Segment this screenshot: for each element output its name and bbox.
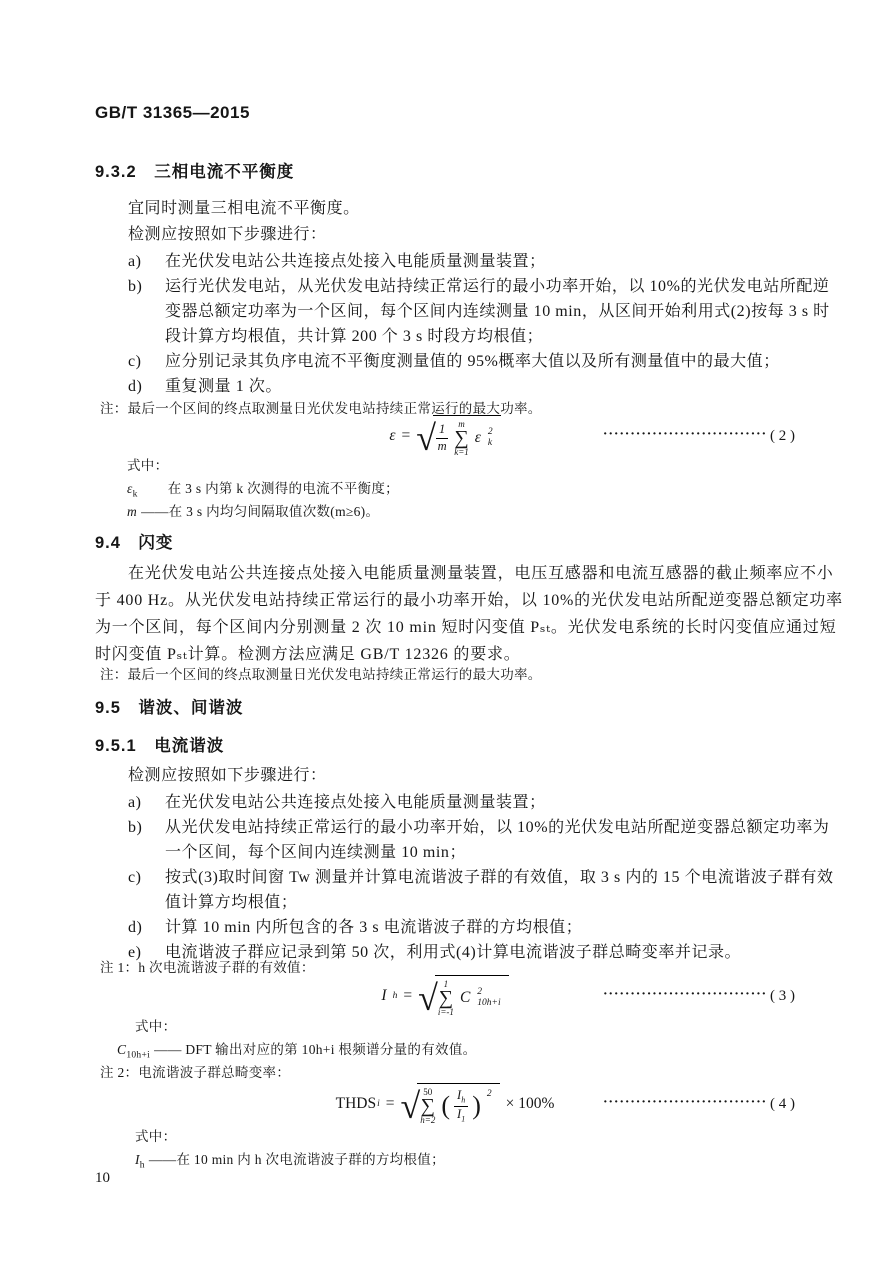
dot-leader: ······························ [602, 987, 768, 1002]
note: 注：最后一个区间的终点取测量日光伏发电站持续正常运行的最大功率。 [100, 401, 542, 416]
dot-leader: ······························ [602, 427, 767, 442]
note-1: 注 1：h 次电流谐波子群的有效值： [100, 960, 315, 975]
term-supsub [477, 987, 500, 1009]
list-label: b) [128, 278, 143, 295]
summation [438, 980, 454, 1017]
list-text: 在光伏发电站公共连接点处接入电能质量测量装置； [165, 253, 546, 270]
list-item-b [128, 274, 830, 349]
equation-4 [95, 1078, 795, 1130]
list-item-c [128, 865, 834, 915]
sum-lower: k=1 [454, 446, 469, 457]
term-sup: 2 [487, 427, 493, 438]
sum-upper: 50 [423, 1086, 433, 1097]
list-text: 段计算方均根值，共计算 200 个 3 s 时段方均根值； [165, 328, 544, 345]
frac-den-base: I [457, 1106, 462, 1121]
sigma-symbol: ∑ [438, 986, 454, 1009]
eq4-lhs-sub: i [377, 1099, 380, 1109]
equals-sign: = [403, 987, 413, 1004]
sqrt-radical [418, 975, 509, 1018]
section-9-4-heading: 9.4 闪变 [95, 534, 174, 552]
paragraph-9-4 [95, 560, 843, 668]
list-label: c) [128, 869, 142, 886]
radical-sign: √ [418, 977, 438, 1018]
list-text: 一个区间，每个区间内连续测量 10 min； [165, 844, 466, 861]
list-item-d [128, 374, 795, 399]
paren-open: ( [441, 1091, 451, 1120]
frac-num-sub: h [461, 1095, 466, 1105]
equation-3-body [381, 975, 508, 1018]
sqrt-radical [401, 1083, 500, 1126]
symbol-m: m [127, 504, 138, 519]
equation-number: ( 2 ) [770, 427, 795, 444]
list-item-a [128, 249, 795, 274]
standard-number: GB/T 31365—2015 [95, 103, 250, 122]
symbol-epsilon: ε [127, 481, 133, 496]
term-supsub [488, 427, 493, 449]
sum-lower: h=2 [420, 1114, 436, 1125]
list-item-b [128, 815, 830, 865]
note-2: 注 2：电流谐波子群总畸变率： [100, 1065, 291, 1080]
list-text: 在光伏发电站公共连接点处接入电能质量测量装置； [165, 794, 546, 811]
radical-sign: √ [416, 417, 436, 458]
paragraph: 检测应按照如下步骤进行： [128, 767, 327, 784]
term-base: C [459, 989, 471, 1006]
definition-text: 在 3 s 内第 k 次测得的电流不平衡度； [167, 481, 399, 496]
paragraph-line: 为一个区间，每个区间内分别测量 2 次 10 min 短时闪变值 Pₛₜ。光伏发电系统的长时闪变值应通过短 [95, 619, 837, 636]
frac-num: 1 [436, 423, 448, 438]
where-label: 式中： [127, 458, 169, 473]
definition-text: —— DFT 输出对应的第 10h+i 根频谱分量的有效值。 [154, 1042, 477, 1057]
definition-text: ——在 3 s 内均匀间隔取值次数(m≥6)。 [141, 504, 380, 519]
symbol-C: C [117, 1042, 127, 1057]
eq2-lhs: ε [389, 427, 396, 444]
frac-den: m [437, 438, 447, 453]
paren-close: ) [472, 1091, 481, 1120]
symbol-definition [127, 501, 379, 523]
symbol-I: I [135, 1152, 140, 1167]
equation-number: ( 4 ) [770, 1095, 796, 1112]
times-100-percent: × 100% [505, 1095, 555, 1112]
list-item-a [128, 790, 795, 815]
list-text: 重复测量 1 次。 [165, 378, 282, 395]
summation [454, 420, 469, 457]
sum-upper: 1 [443, 978, 449, 989]
section-9-5-1-heading: 9.5.1 电流谐波 [95, 737, 225, 755]
sum-lower: i=-1 [437, 1006, 454, 1017]
equals-sign: = [385, 1095, 395, 1112]
equation-3 [95, 973, 795, 1019]
list-text: 电流谐波子群应记录到第 50 次，利用式(4)计算电流谐波子群总畸变率并记录。 [165, 944, 742, 961]
paragraph: 检测应按照如下步骤进行： [128, 226, 327, 243]
where-label: 式中： [135, 1129, 177, 1144]
section-9-3-2-heading: 9.3.2 三相电流不平衡度 [95, 163, 295, 181]
symbol-sub: 10h+i [126, 1050, 151, 1061]
definition-text: ——在 10 min 内 h 次电流谐波子群的方均根值； [148, 1152, 445, 1167]
fraction-1-over-m [436, 423, 448, 452]
list-text: 按式(3)取时间窗 Tw 测量并计算电流谐波子群的有效值，取 3 s 内的 15 个电流谐波子群有效 [165, 869, 834, 886]
sum-upper: m [458, 418, 465, 429]
eq3-lhs-sub: h [392, 991, 398, 1001]
term-base: ε [474, 429, 481, 446]
step-list-9-5-1 [128, 790, 834, 965]
list-label: c) [128, 353, 142, 370]
section-9-5-heading: 9.5 谐波、间谐波 [95, 699, 244, 717]
summation [420, 1088, 435, 1125]
sqrt-radical [416, 415, 500, 458]
symbol-sub: k [132, 489, 138, 500]
frac-den-sub: 1 [461, 1114, 466, 1123]
equation-2-body [389, 415, 500, 458]
list-label: e) [128, 944, 142, 961]
note: 注：最后一个区间的终点取测量日光伏发电站持续正常运行的最大功率。 [100, 667, 542, 682]
page-number: 10 [95, 1170, 110, 1186]
list-label: a) [128, 253, 142, 270]
term-sup: 2 [477, 987, 483, 998]
equation-2 [95, 414, 795, 458]
where-label: 式中： [135, 1019, 177, 1034]
symbol-sub: h [139, 1160, 145, 1171]
list-item-d [128, 915, 795, 940]
list-label: a) [128, 794, 142, 811]
list-text: 计算 10 min 内所包含的各 3 s 电流谐波子群的方均根值； [165, 919, 583, 936]
list-label: d) [128, 919, 143, 936]
list-text: 值计算方均根值； [165, 894, 298, 911]
paragraph-line: 于 400 Hz。从光伏发电站持续正常运行的最小功率开始，以 10%的光伏发电站所配逆变器总额定功率 [95, 592, 843, 609]
list-text: 运行光伏发电站，从光伏发电站持续正常运行的最小功率开始，以 10%的光伏发电站所配逆 [165, 278, 830, 295]
list-text: 从光伏发电站持续正常运行的最小功率开始，以 10%的光伏发电站所配逆变器总额定功率为 [165, 819, 830, 836]
eq4-lhs: THDS [335, 1095, 377, 1112]
sigma-symbol: ∑ [420, 1094, 435, 1117]
list-label: d) [128, 378, 143, 395]
list-label: b) [128, 819, 143, 836]
frac-num-base: I [457, 1087, 462, 1102]
term-sub: 10h+i [477, 998, 501, 1008]
fraction-Ih-over-I1 [454, 1089, 468, 1124]
equation-4-body [336, 1083, 555, 1126]
list-item-c [128, 349, 795, 374]
sigma-symbol: ∑ [454, 426, 469, 449]
list-text: 应分别记录其负序电流不平衡度测量值的 95%概率大值以及所有测量值中的最大值； [165, 353, 780, 370]
square-exponent: 2 [486, 1088, 492, 1099]
step-list-9-3-2 [128, 249, 830, 399]
term-sub: k [487, 438, 493, 448]
radical-sign: √ [400, 1085, 421, 1126]
dot-leader: ······························ [602, 1095, 768, 1110]
list-text: 变器总额定功率为一个区间，每个区间内连续测量 10 min，从区间开始利用式(2)按每 3 s 时 [165, 303, 830, 320]
symbol-definition [135, 1149, 445, 1177]
equation-number: ( 3 ) [770, 987, 796, 1004]
paragraph-line: 时闪变值 Pₛₜ计算。检测方法应满足 GB/T 12326 的要求。 [95, 646, 521, 663]
eq3-lhs: I [381, 987, 387, 1004]
equals-sign: = [401, 427, 411, 444]
paragraph: 宜同时测量三相电流不平衡度。 [128, 200, 360, 217]
paragraph-line: 在光伏发电站公共连接点处接入电能质量测量装置，电压互感器和电流互感器的截止频率应不小 [128, 565, 834, 582]
